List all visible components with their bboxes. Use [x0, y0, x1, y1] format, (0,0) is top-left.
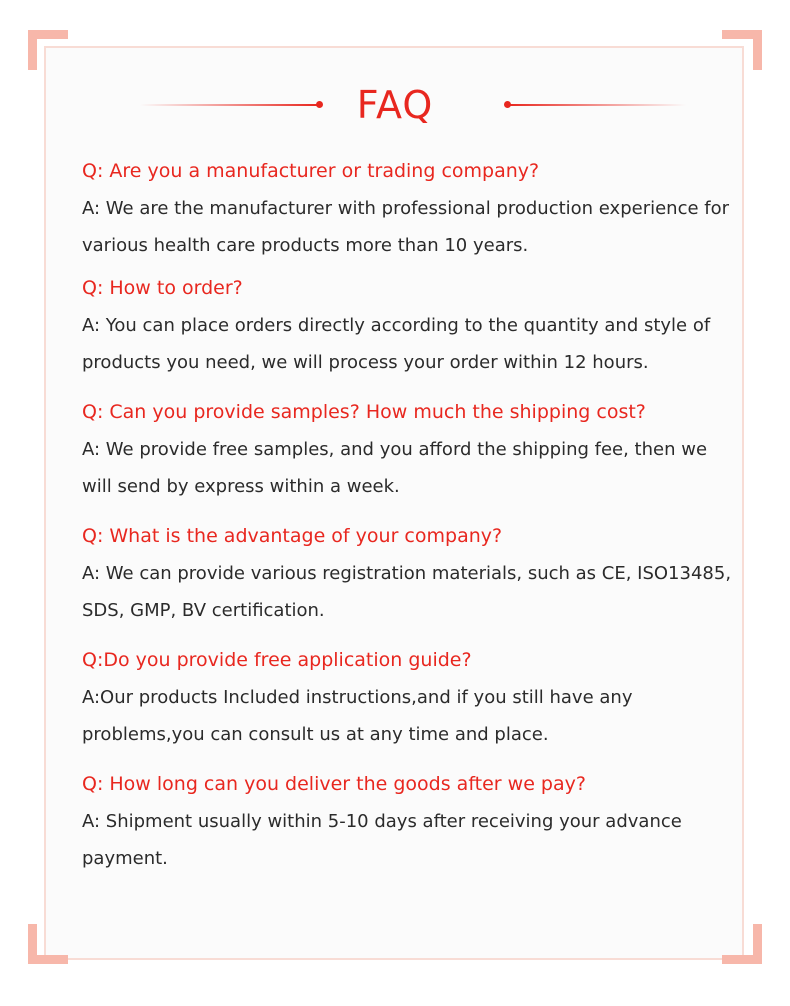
corner-bracket-top-left [28, 30, 68, 70]
title-row [0, 82, 790, 132]
faq-answer: A: We provide free samples, and you afford the shipping fee, then we will send by express within a week. [82, 439, 708, 497]
faq-answer: A: We are the manufacturer with professional production experience for various health care products more than 10 years. [82, 198, 730, 256]
faq-question: Q:Do you provide free application guide? [82, 649, 472, 671]
faq-item [82, 269, 742, 381]
faq-question: Q: What is the advantage of your company? [82, 525, 503, 547]
faq-question: Q: Can you provide samples? How much the shipping cost? [82, 401, 646, 423]
corner-bracket-bottom-right [722, 924, 762, 964]
faq-question: Q: How to order? [82, 277, 243, 299]
faq-list [82, 152, 742, 877]
title-divider-right [508, 104, 686, 106]
faq-item [82, 152, 742, 264]
faq-item [82, 517, 742, 629]
faq-answer: A: Shipment usually within 5-10 days after receiving your advance payment. [82, 811, 682, 869]
faq-answer: A:Our products Included instructions,and if you still have any problems,you can consult us at any time and place. [82, 687, 633, 745]
faq-item [82, 641, 742, 753]
faq-question: Q: Are you a manufacturer or trading company? [82, 160, 540, 182]
faq-item [82, 765, 742, 877]
faq-item [82, 393, 742, 505]
faq-question: Q: How long can you deliver the goods after we pay? [82, 773, 586, 795]
corner-bracket-bottom-left [28, 924, 68, 964]
corner-bracket-top-right [722, 30, 762, 70]
faq-answer: A: You can place orders directly according to the quantity and style of products you need, we will process your order within 12 hours. [82, 315, 711, 373]
faq-answer: A: We can provide various registration materials, such as CE, ISO13485, SDS, GMP, BV certification. [82, 563, 732, 621]
page-title: FAQ [356, 83, 434, 127]
